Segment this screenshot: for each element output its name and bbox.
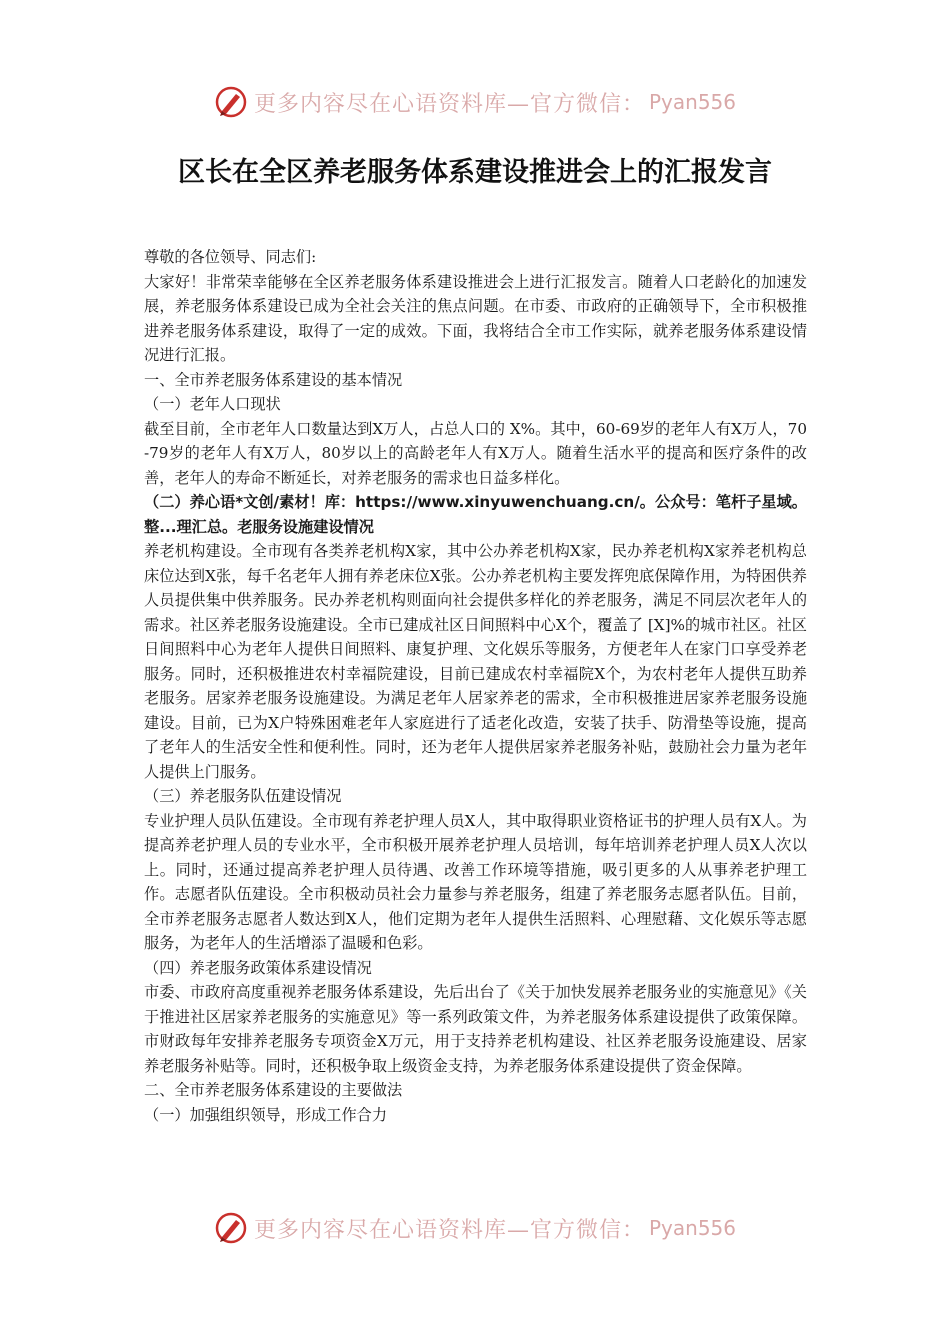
watermark-banner-top xyxy=(0,80,950,124)
document-body xyxy=(144,245,807,1127)
subsection-heading: （四）养老服务政策体系建设情况 xyxy=(144,958,372,977)
salutation: 尊敬的各位领导、同志们: xyxy=(144,248,317,266)
pen-logo-icon xyxy=(214,85,248,119)
subsection-heading: （一）老年人口现状 xyxy=(144,395,281,413)
body-paragraph: 截至目前，全市老年人口数量达到X万人，占总人口的 X%。其中，60-69岁的老年人有X万人，70-79岁的老年人有X万人，80岁以上的高龄老年人有X万人。随着生活水平的提高和医疗条件的改善，老年人的寿命不断延长，对养老服务的需求也日益多样化。 xyxy=(144,419,807,487)
section-heading: 二、全市养老服务体系建设的主要做法 xyxy=(144,1081,403,1099)
subsection-heading: （三）养老服务队伍建设情况 xyxy=(144,787,342,805)
subsection-heading: （一）加强组织领导，形成工作合力 xyxy=(144,1105,387,1124)
section-heading: 一、全市养老服务体系建设的基本情况 xyxy=(144,370,403,389)
watermark-text: 更多内容尽在心语资料库—官方微信： xyxy=(253,91,645,117)
watermark-banner-bottom xyxy=(0,1206,950,1250)
body-paragraph: 专业护理人员队伍建设。全市现有养老护理人员X人，其中取得职业资格证书的护理人员有X人。为提高养老护理人员的专业水平，全市积极开展养老护理人员培训，每年培训养老护理人员X人次以上。同时，还通过提高养老护理人员待遇、改善工作环境等措施，吸引更多的人从事养老护理工作。志愿者队伍建设。全市积极动员社会力量参与养老服务，组建了养老服务志愿者队伍。目前，全市养老服务志愿者人数达到X人，他们定期为老年人提供生活照料、心理慰藉、文化娱乐等志愿服务，为老年人的生活增添了温暖和色彩。 xyxy=(144,811,807,952)
body-paragraph: 市委、市政府高度重视养老服务体系建设，先后出台了《关于加快发展养老服务业的实施意见》《关于推进社区居家养老服务的实施意见》等一系列政策文件，为养老服务体系建设提供了政策保障。市财政每年安排养老服务专项资金X万元，用于支持养老机构建设、社区养老服务设施建设、居家养老服务补贴等。同时，还积极争取上级资金支持，为养老服务体系建设提供了资金保障。 xyxy=(144,983,807,1075)
watermark-account: Pyan556 xyxy=(649,1216,737,1240)
pen-logo-icon xyxy=(214,1211,248,1245)
subsection-heading-promo: （二）养心语*文创/素材！库：https://www.xinyuwenchuang.cn/。公众号：笔杆子星域。整...理汇总。老服务设施建设情况 xyxy=(144,493,807,536)
document-title: 区长在全区养老服务体系建设推进会上的汇报发言 xyxy=(178,157,772,188)
body-paragraph: 养老机构建设。全市现有各类养老机构X家，其中公办养老机构X家，民办养老机构X家养老机构总床位达到X张，每千名老年人拥有养老床位X张。公办养老机构主要发挥兜底保障作用，为特困供养人员提供集中供养服务。民办养老机构则面向社会提供多样化的养老服务，满足不同层次老年人的需求。社区养老服务设施建设。全市已建成社区日间照料中心X个，覆盖了 [X]%的城市社区。社区日间照料中心为老年人提供日间照料、康复护理、文化娱乐等服务，方便老年人在家门口享受养老服务。同时，还积极推进农村幸福院建设，目前已建成农村幸福院X个，为农村老年人提供互助养老服务。居家养老服务设施建设。为满足老年人居家养老的需求，全市积极推进居家养老服务设施建设。目前，已为X户特殊困难老年人家庭进行了适老化改造，安装了扶手、防滑垫等设施，提高了老年人的生活安全性和便利性。同时，还为老年人提供居家养老服务补贴，鼓励社会力量为老年人提供上门服务。 xyxy=(144,542,807,781)
body-paragraph: 大家好！非常荣幸能够在全区养老服务体系建设推进会上进行汇报发言。随着人口老龄化的加速发展，养老服务体系建设已成为全社会关注的焦点问题。在市委、市政府的正确领导下，全市积极推进养老服务体系建设，取得了一定的成效。下面，我将结合全市工作实际，就养老服务体系建设情况进行汇报。 xyxy=(144,272,807,364)
watermark-text: 更多内容尽在心语资料库—官方微信： xyxy=(253,1217,645,1243)
watermark-account: Pyan556 xyxy=(649,90,737,114)
